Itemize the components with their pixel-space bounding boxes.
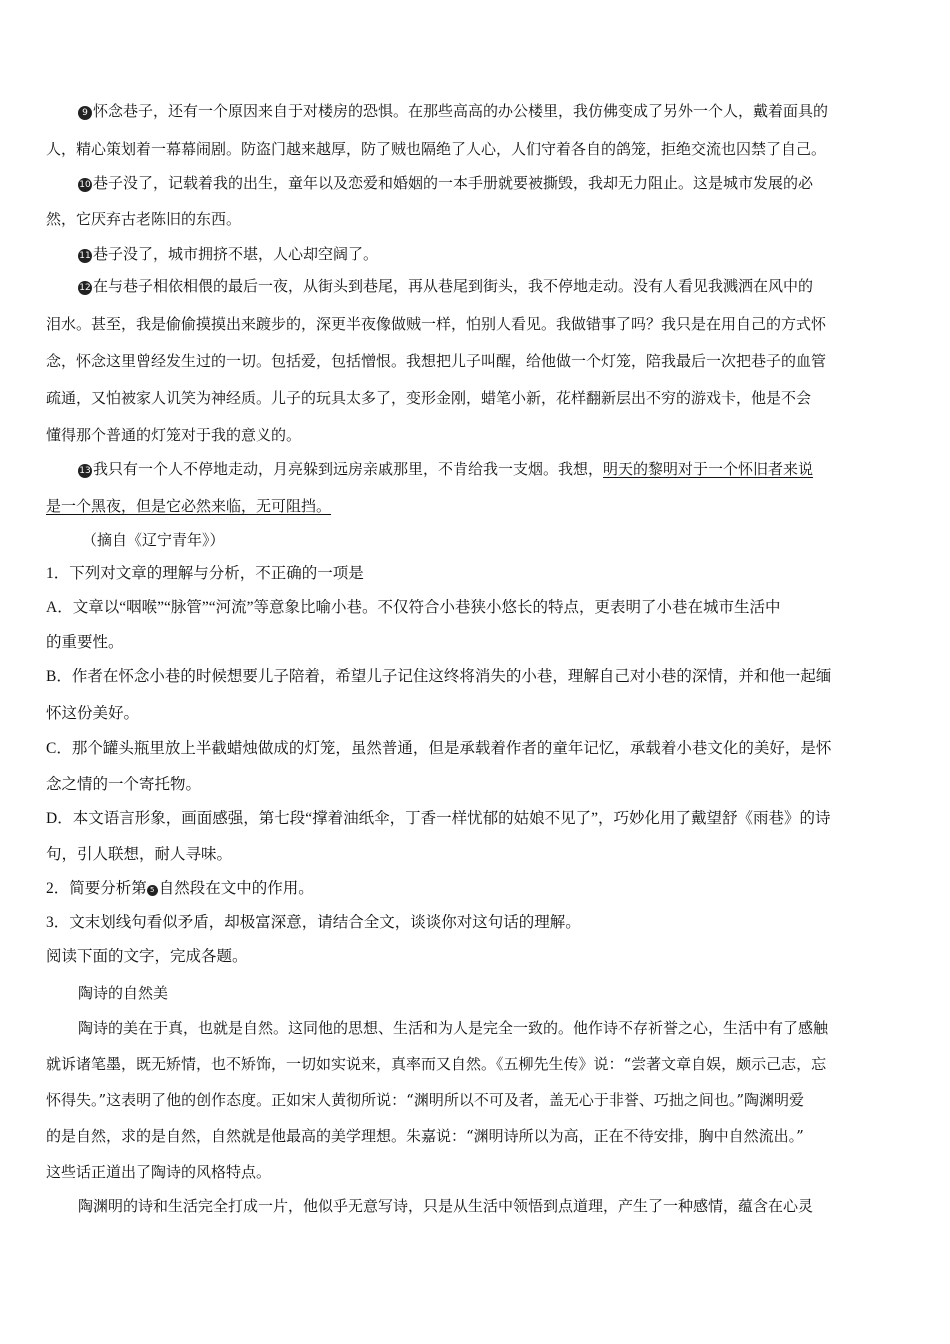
question-2: 2．简要分析第 5 自然段在文中的作用。: [46, 880, 314, 897]
option-a-line-2: 的重要性。: [46, 634, 124, 651]
article-p2-line-1: 陶渊明的诗和生活完全打成一片，他似乎无意写诗，只是从生活中领悟到点道理，产生了一种感情，蕴含在心灵: [78, 1197, 814, 1215]
reading-instruction: 阅读下面的文字，完成各题。: [46, 948, 248, 965]
option-d-line-2: 句，引人联想，耐人寻味。: [46, 846, 233, 863]
option-d-line-1: D．本文语言形象，画面感强，第七段“撑着油纸伞，丁香一样忧郁的姑娘不见了”，巧妙化用了戴望舒《雨巷》的诗: [46, 810, 831, 827]
article-p1-line-3: 怀得失。”这表明了他的创作态度。正如宋人黄彻所说：“渊明所以不可及者，盖无心于非誉、巧拙之间也。”陶渊明爱: [46, 1091, 805, 1109]
paragraph-number-11: 11: [79, 251, 91, 261]
paragraph-number-12: 12: [79, 283, 91, 293]
paragraph-12-line-3: 念，怀念这里曾经发生过的一切。包括爱，包括憎恨。我想把儿子叫醒，给他做一个灯笼，陪我最后一次把巷子的血管: [46, 352, 827, 370]
article-p1-line-1: 陶诗的美在于真，也就是自然。这同他的思想、生活和为人是完全一致的。他作诗不存祈誉之心，生活中有了感触: [78, 1019, 829, 1037]
paragraph-12-line-2: 泪水。甚至，我是偷偷摸摸出来踱步的，深更半夜像做贼一样，怕别人看见。我做错事了吗？我只是在用自己的方式怀: [46, 315, 827, 333]
underlined-sentence-start: 明天的黎明对于一个怀旧者来说: [603, 460, 814, 478]
article-p1-line-5: 这些话正道出了陶诗的风格特点。: [46, 1163, 272, 1181]
article-p1-line-2: 就诉诸笔墨，既无矫情，也不矫饰，一切如实说来，真率而又自然。《五柳先生传》说：“尝著文章自娱，颇示己志，忘: [46, 1055, 827, 1073]
paragraph-13-line-2: [46, 496, 906, 516]
paragraph-number-5: 5: [147, 885, 158, 896]
paragraph-number-13: 13: [79, 466, 91, 476]
paragraph-10-line-2: 然，它厌弃古老陈旧的东西。: [46, 210, 242, 228]
paragraph-12-line-1: 12 在与巷子相依相偎的最后一夜，从街头到巷尾，再从巷尾到街头，我不停地走动。没有人看见我溅洒在风中的: [79, 277, 814, 295]
paragraph-12-line-5: 懂得那个普通的灯笼对于我的意义的。: [46, 426, 302, 444]
underlined-sentence-end: 是一个黑夜，但是它必然来临，无可阻挡。: [46, 497, 332, 515]
paragraph-13-line-1: 13 我只有一个人不停地走动，月亮躲到远房亲戚那里，不肯给我一支烟。我想，明天的黎明对于一个怀旧者来说: [79, 460, 814, 478]
paragraph-number-9: 9: [78, 106, 92, 120]
article-title: 陶诗的自然美: [78, 984, 169, 1002]
option-b-line-2: 怀这份美好。: [46, 705, 140, 722]
question-3: 3．文末划线句看似矛盾，却极富深意，请结合全文，谈谈你对这句话的理解。: [46, 914, 581, 931]
option-a-line-1: A．文章以“咽喉”“脉管”“河流”等意象比喻小巷。不仅符合小巷狭小悠长的特点，更表明了小巷在城市生活中: [46, 599, 781, 616]
paragraph-9-line-1: 9 怀念巷子，还有一个原因来自于对楼房的恐惧。在那些高高的办公楼里，我仿佛变成了另外一个人，戴着面具的: [46, 101, 906, 121]
option-c-line-1: C．那个罐头瓶里放上半截蜡烛做成的灯笼，虽然普通，但是承载着作者的童年记忆，承载着小巷文化的美好，是怀: [46, 740, 832, 757]
article-p1-line-4: 的是自然，求的是自然，自然就是他最高的美学理想。朱嘉说：“渊明诗所以为高，正在不待安排，胸中自然流出。”: [46, 1127, 804, 1145]
source-note: （摘自《辽宁青年》）: [82, 531, 225, 549]
paragraph-11-line-1: 11 巷子没了，城市拥挤不堪，人心却空阔了。: [79, 245, 379, 263]
option-c-line-2: 念之情的一个寄托物。: [46, 776, 202, 793]
paragraph-9-line-2: 人，精心策划着一幕幕闹剧。防盗门越来越厚，防了贼也隔绝了人心，人们守着各自的鸽笼，拒绝交流也囚禁了自己。: [46, 140, 827, 158]
option-b-line-1: B．作者在怀念小巷的时候想要儿子陪着，希望儿子记住这终将消失的小巷，理解自己对小巷的深情，并和他一起缅: [46, 668, 832, 685]
paragraph-10-line-1: 10 巷子没了，记载着我的出生，童年以及恋爱和婚姻的一本手册就要被撕毁，我却无力阻止。这是城市发展的必: [79, 174, 814, 192]
paragraph-12-line-4: 疏通，又怕被家人讥笑为神经质。儿子的玩具太多了，变形金刚，蜡笔小新，花样翻新层出不穷的游戏卡，他是不会: [46, 389, 812, 407]
question-1: 1．下列对文章的理解与分析，不正确的一项是: [46, 565, 364, 582]
paragraph-number-10: 10: [79, 180, 91, 190]
